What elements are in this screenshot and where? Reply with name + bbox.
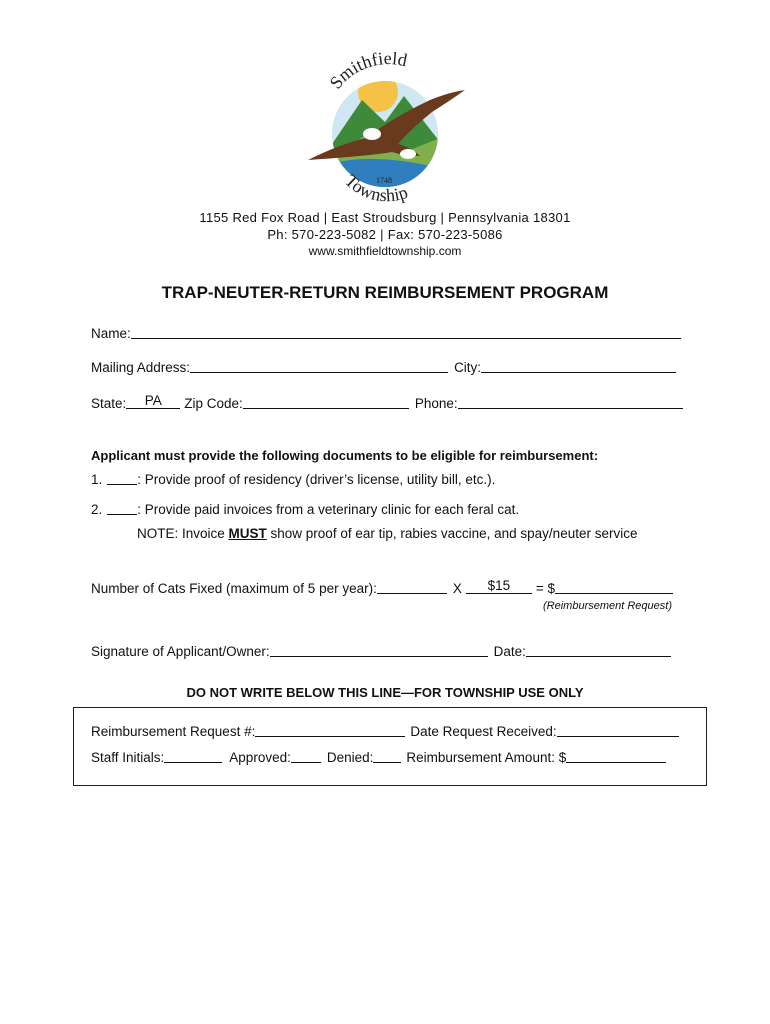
- name-field[interactable]: [131, 324, 681, 339]
- township-use-box: [73, 707, 707, 786]
- equals-sign: = $: [535, 581, 556, 596]
- phone-label: Phone:: [414, 396, 458, 411]
- signature-field[interactable]: [270, 642, 488, 657]
- date-field[interactable]: [526, 642, 671, 657]
- requirement-1: [91, 470, 495, 487]
- zip-field[interactable]: [243, 394, 409, 409]
- reimbursement-caption: (Reimbursement Request): [543, 600, 672, 612]
- cats-count-field[interactable]: [377, 579, 447, 594]
- request-number-field[interactable]: [255, 722, 405, 737]
- amount-field[interactable]: [566, 748, 666, 763]
- date-received-label: Date Request Received:: [410, 724, 557, 739]
- item1-text: : Provide proof of residency (driver’s license, utility bill, etc.).: [137, 472, 496, 487]
- name-row: [91, 324, 681, 341]
- item2-check[interactable]: [107, 500, 137, 515]
- address-line: 1155 Red Fox Road | East Stroudsburg | Pennsylvania 18301: [199, 210, 571, 225]
- rate-field: [466, 579, 532, 594]
- logo-bottom-text: Township: [341, 170, 411, 206]
- item1-number: 1.: [91, 472, 103, 487]
- staff-initials-label: Staff Initials:: [91, 750, 165, 765]
- phone-field[interactable]: [458, 394, 683, 409]
- note-prefix: NOTE: Invoice: [137, 526, 229, 541]
- mailing-address-field[interactable]: [190, 358, 448, 373]
- office-row-1: [91, 722, 679, 739]
- approved-field[interactable]: [291, 748, 321, 763]
- denied-label: Denied:: [326, 750, 374, 765]
- item1-check[interactable]: [107, 470, 137, 485]
- rate-value: $15: [487, 578, 511, 593]
- logo-year: 1748: [376, 176, 392, 185]
- office-row-2: [91, 748, 666, 765]
- township-use-divider: DO NOT WRITE BELOW THIS LINE—FOR TOWNSHIP USE ONLY: [186, 685, 584, 700]
- cats-row: [91, 579, 673, 596]
- cats-label: Number of Cats Fixed (maximum of 5 per year):: [91, 581, 377, 596]
- mailing-row: [91, 358, 676, 375]
- city-label: City:: [454, 360, 482, 375]
- phone-line: Ph: 570-223-5082 | Fax: 570-223-5086: [267, 227, 503, 242]
- date-label: Date:: [493, 644, 526, 659]
- signature-label: Signature of Applicant/Owner:: [91, 644, 270, 659]
- township-logo: [300, 52, 470, 208]
- approved-label: Approved:: [229, 750, 291, 765]
- item2-number: 2.: [91, 502, 103, 517]
- mailing-label: Mailing Address:: [91, 360, 191, 375]
- denied-field[interactable]: [373, 748, 401, 763]
- date-received-field[interactable]: [557, 722, 679, 737]
- city-field[interactable]: [481, 358, 676, 373]
- request-number-label: Reimbursement Request #:: [91, 724, 256, 739]
- item2-text: : Provide paid invoices from a veterinary clinic for each feral cat.: [137, 502, 520, 517]
- invoice-note: [137, 526, 637, 541]
- requirements-heading: Applicant must provide the following documents to be eligible for reimbursement:: [91, 448, 599, 463]
- signature-row: [91, 642, 671, 659]
- page-title: TRAP-NEUTER-RETURN REIMBURSEMENT PROGRAM: [161, 283, 609, 302]
- logo-emblem: [300, 52, 470, 208]
- state-value: PA: [144, 393, 162, 408]
- website: www.smithfieldtownship.com: [308, 244, 462, 258]
- reimbursement-total-field[interactable]: [555, 579, 673, 594]
- name-label: Name:: [91, 326, 131, 341]
- state-label: State:: [91, 396, 127, 411]
- amount-label: Reimbursement Amount: $: [406, 750, 567, 765]
- staff-initials-field[interactable]: [164, 748, 222, 763]
- times-sign: X: [452, 581, 462, 596]
- zip-label: Zip Code:: [184, 396, 243, 411]
- logo-top-text: Smithfield: [325, 52, 409, 93]
- state-field[interactable]: [126, 394, 180, 409]
- note-suffix: show proof of ear tip, rabies vaccine, and spay/neuter service: [266, 526, 638, 541]
- requirement-2: [91, 500, 519, 517]
- state-row: [91, 394, 683, 411]
- note-must: MUST: [228, 526, 267, 541]
